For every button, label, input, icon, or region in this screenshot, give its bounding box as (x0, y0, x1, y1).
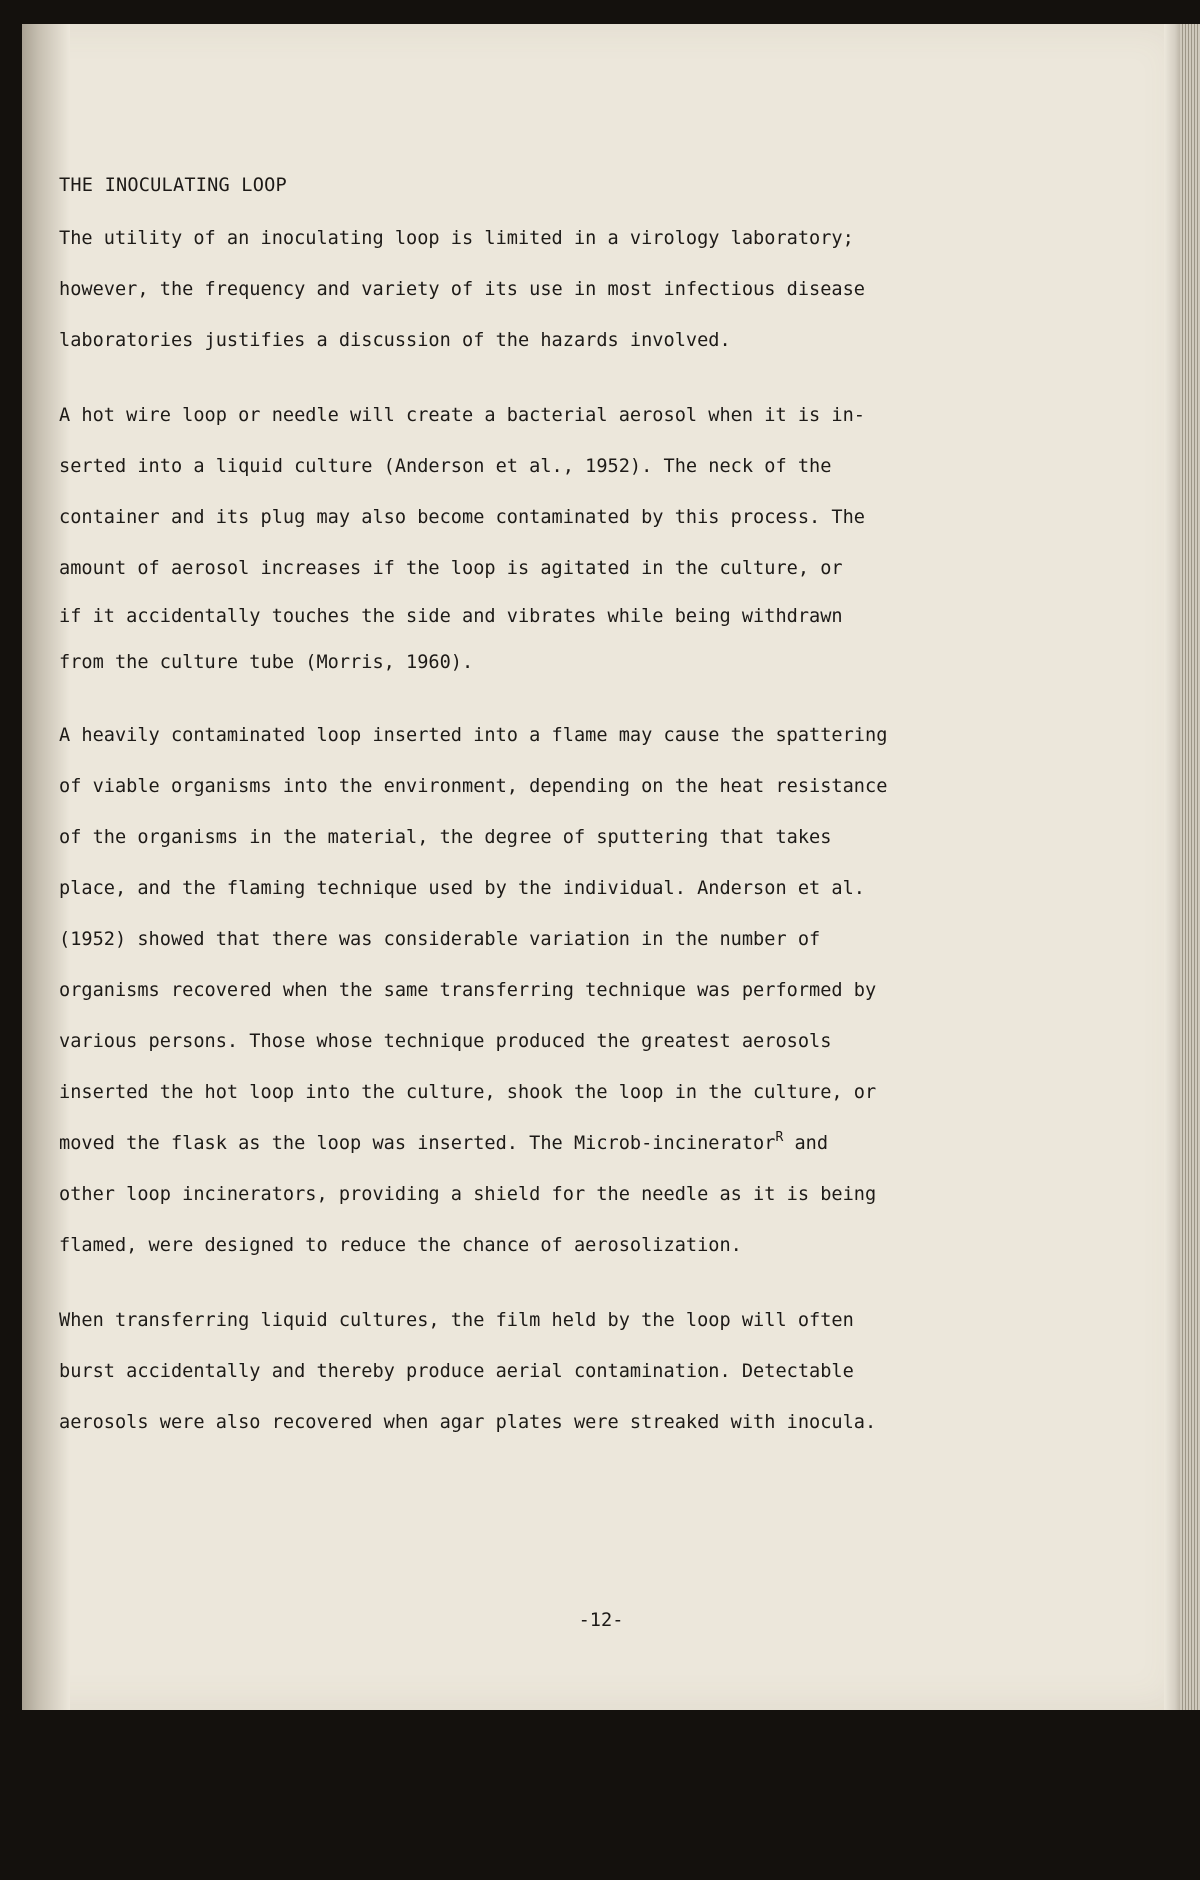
text-line: inserted the hot loop into the culture, shook the loop in the culture, or (59, 1082, 877, 1103)
document-body (59, 175, 1059, 1472)
text-line: (1952) showed that there was considerable variation in the number of (59, 929, 821, 950)
paragraph-1 (59, 213, 1059, 366)
text-line: of the organisms in the material, the degree of sputtering that takes (59, 827, 832, 848)
text-line: laboratories justifies a discussion of the hazards involved. (59, 330, 731, 351)
text-line: burst accidentally and thereby produce aerial contamination. Detectable (59, 1361, 854, 1382)
text-line: flamed, were designed to reduce the chance of aerosolization. (59, 1235, 742, 1256)
text-line: other loop incinerators, providing a shield for the needle as it is being (59, 1184, 877, 1205)
paragraph-4 (59, 1295, 1059, 1448)
text-line: place, and the flaming technique used by the individual. Anderson et al. (59, 878, 865, 899)
section-heading: THE INOCULATING LOOP (59, 175, 287, 196)
paragraph-3 (59, 710, 1059, 1271)
text-line: The utility of an inoculating loop is limited in a virology laboratory; (59, 228, 854, 249)
text-line: of viable organisms into the environment, depending on the heat resistance (59, 776, 888, 797)
page-number: -12- (578, 1610, 624, 1631)
text-line: container and its plug may also become contaminated by this process. The (59, 507, 865, 528)
text-line: from the culture tube (Morris, 1960). (59, 652, 474, 673)
text-line: When transferring liquid cultures, the film held by the loop will often (59, 1310, 854, 1331)
registered-superscript: R (775, 1130, 784, 1145)
text-line: serted into a liquid culture (Anderson et al., 1952). The neck of the (59, 456, 832, 477)
page-stack-edge (1180, 24, 1200, 1710)
text-line: amount of aerosol increases if the loop is agitated in the culture, or (59, 558, 843, 579)
text-line: if it accidentally touches the side and vibrates while being withdrawn (59, 606, 843, 627)
text-line: A heavily contaminated loop inserted into a flame may cause the spattering (59, 725, 888, 746)
text-line: organisms recovered when the same transferring technique was performed by (59, 980, 877, 1001)
page-edge-shadow (1164, 24, 1180, 1710)
text-line-with-superscript (59, 1118, 1059, 1169)
text-line: aerosols were also recovered when agar plates were streaked with inocula. (59, 1412, 877, 1433)
document-page (22, 24, 1180, 1710)
line-text-before: moved the flask as the loop was inserted. The Microb-incinerator (59, 1133, 776, 1154)
paragraph-2 (59, 390, 1059, 686)
text-line: A hot wire loop or needle will create a bacterial aerosol when it is in- (59, 405, 865, 426)
text-line: however, the frequency and variety of its use in most infectious disease (59, 279, 865, 300)
text-line: various persons. Those whose technique produced the greatest aerosols (59, 1031, 832, 1052)
line-text-after: and (783, 1133, 829, 1154)
